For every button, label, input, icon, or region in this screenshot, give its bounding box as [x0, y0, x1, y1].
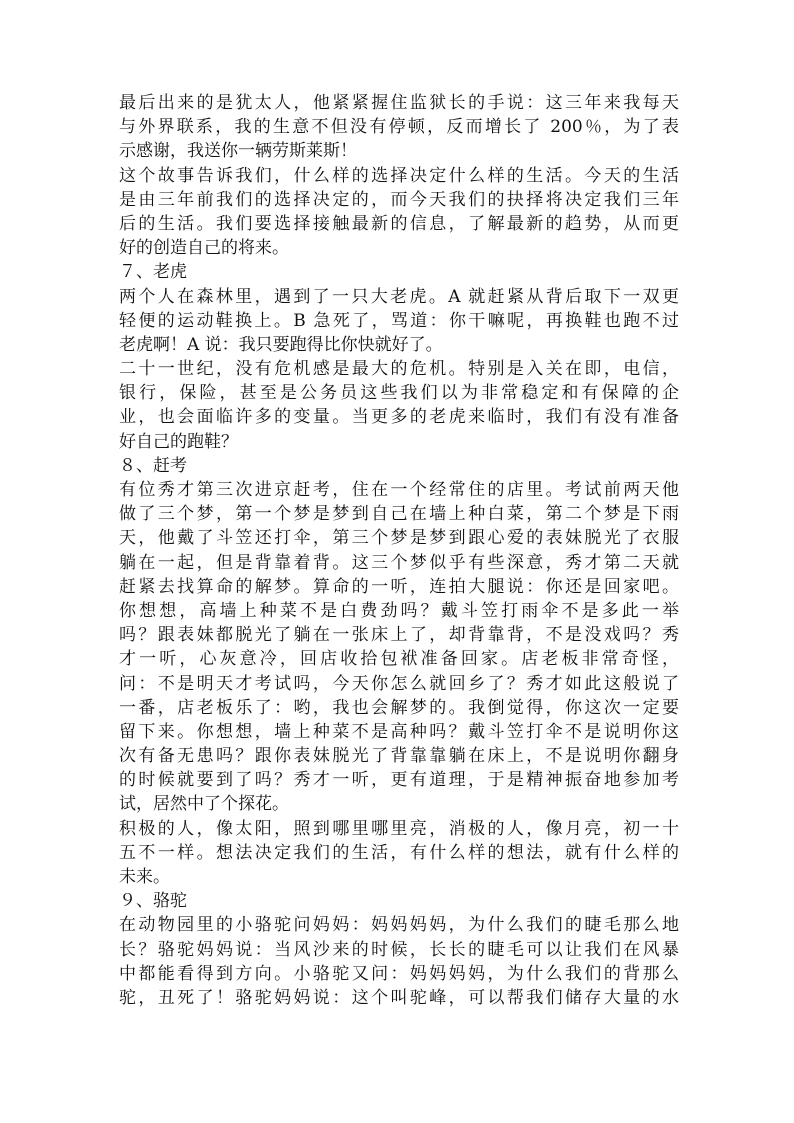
- text-line: 你想想，高墙上种菜不是白费劲吗？戴斗笠打雨伞不是多此一举: [119, 600, 679, 621]
- text-line: 有位秀才第三次进京赶考，住在一个经常住的店里。考试前两天他: [119, 480, 679, 500]
- text-line: 留下来。你想想，墙上种菜不是高种吗？戴斗笠打伞不是说明你这: [119, 721, 679, 742]
- text-line: 天，他戴了斗笠还打伞，第三个梦是梦到跟心爱的表妹脱光了衣服: [119, 528, 679, 549]
- text-line: 是由三年前我们的选择决定的，而今天我们的抉择将决定我们三年: [119, 189, 679, 210]
- text-line: 两个人在森林里，遇到了一只大老虎。A 就赶紧从背后取下一双更: [119, 286, 679, 307]
- text-line: 业，也会面临许多的变量。当更多的老虎来临时，我们有没有准备: [119, 407, 679, 428]
- text-line: 赶紧去找算命的解梦。算命的一听，连拍大腿说：你还是回家吧。: [119, 576, 679, 597]
- text-line: 驼，丑死了！骆驼妈妈说：这个叫驼峰，可以帮我们储存大量的水: [119, 987, 679, 1008]
- section-heading: ７、老虎: [119, 262, 187, 283]
- text-line: 银行，保险，甚至是公务员这些我们以为非常稳定和有保障的企: [119, 383, 679, 404]
- text-line: 中都能看得到方向。小骆驼又问：妈妈妈妈，为什么我们的背那么: [119, 963, 679, 984]
- text-line: 与外界联系，我的生意不但没有停顿，反而增长了 200％，为了表: [119, 117, 679, 138]
- text-line: 老虎啊！A 说：我只要跑得比你快就好了。: [119, 334, 443, 355]
- section-heading: ８、赶考: [119, 455, 187, 476]
- text-line: 躺在一起，但是背靠着背。这三个梦似乎有些深意，秀才第二天就: [119, 552, 679, 573]
- text-line: 轻便的运动鞋换上。B 急死了，骂道：你干嘛呢，再换鞋也跑不过: [119, 310, 679, 331]
- text-line: 吗？跟表妹都脱光了躺在一张床上了，却背靠背，不是没戏吗？秀: [119, 625, 679, 646]
- text-line: 示感谢，我送你一辆劳斯莱斯！: [119, 141, 357, 162]
- text-line: 在动物园里的小骆驼问妈妈：妈妈妈妈，为什么我们的睫毛那么地: [119, 915, 679, 936]
- text-line: 一番，店老板乐了：哟，我也会解梦的。我倒觉得，你这次一定要: [119, 697, 679, 718]
- text-line: 最后出来的是犹太人，他紧紧握住监狱长的手说：这三年来我每天: [119, 93, 679, 113]
- text-line: 长？骆驼妈妈说：当风沙来的时候，长长的睫毛可以让我们在风暴: [119, 939, 679, 960]
- text-line: 做了三个梦，第一个梦是梦到自己在墙上种白菜，第二个梦是下雨: [119, 504, 679, 525]
- text-line: 才一听，心灰意冷，回店收拾包袱准备回家。店老板非常奇怪，: [119, 649, 679, 670]
- text-line: 积极的人，像太阳，照到哪里哪里亮，消极的人，像月亮，初一十: [119, 818, 679, 839]
- section-heading: ９、骆驼: [119, 891, 187, 912]
- text-line: 好的创造自己的将来。: [119, 238, 289, 259]
- text-line: 未来。: [119, 867, 170, 887]
- text-line: 试，居然中了个探花。: [119, 794, 289, 815]
- text-line: 问：不是明天才考试吗，今天你怎么就回乡了？秀才如此这般说了: [119, 673, 679, 694]
- text-line: 次有备无患吗？跟你表妹脱光了背靠靠躺在床上，不是说明你翻身: [119, 746, 679, 767]
- text-line: 的时候就要到了吗？秀才一听，更有道理，于是精神振奋地参加考: [119, 770, 679, 791]
- document-page: [119, 91, 679, 1010]
- text-line: 后的生活。我们要选择接触最新的信息，了解最新的趋势，从而更: [119, 213, 679, 234]
- text-line: 二十一世纪，没有危机感是最大的危机。特别是入关在即，电信，: [119, 359, 679, 380]
- text-line: 这个故事告诉我们，什么样的选择决定什么样的生活。今天的生活: [119, 165, 679, 186]
- text-line: 五不一样。想法决定我们的生活，有什么样的想法，就有什么样的: [119, 842, 679, 863]
- text-line: 好自己的跑鞋？: [119, 431, 238, 452]
